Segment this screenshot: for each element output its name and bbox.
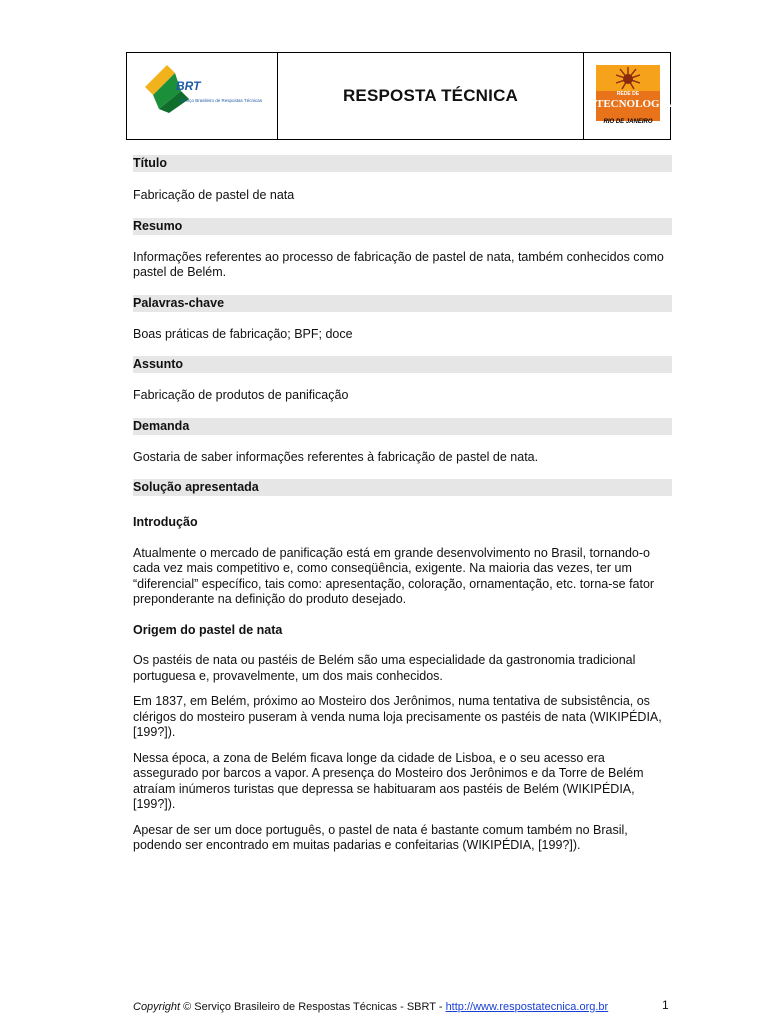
page-footer [133, 1001, 608, 1013]
header-left-cell [127, 53, 278, 139]
section-text-palavras-chave: Boas práticas de fabricação; BPF; doce [133, 326, 353, 341]
subheading-origem: Origem do pastel de nata [133, 622, 283, 637]
header-table [126, 52, 671, 140]
rede-tecnologia-label-top: REDE DE [616, 91, 640, 97]
section-text-titulo: Fabricação de pastel de nata [133, 188, 295, 202]
section-heading-resumo: Resumo [133, 218, 672, 235]
paragraph-introducao: Atualmente o mercado de panificação está em grande desenvolvimento no Brasil, tornando-o cada vez mais competitivo e, como conseqüência, exigente. Na maioria das vezes, ter um “diferencial” específico, tais como: apresentação, coloração, ornamentação, etc. torna-se fator preponderante na definição do produto desejado. [133, 545, 655, 606]
header-title-cell [278, 53, 584, 139]
section-heading-assunto: Assunto [133, 356, 672, 373]
section-text-resumo: Informações referentes ao processo de fabricação de pastel de nata, também conhecidos como pastel de Belém. [133, 249, 664, 279]
paragraph-origem-4: Apesar de ser um doce português, o pastel de nata é bastante comum também no Brasil, podendo ser encontrado em muitas padarias e confeitarias (WIKIPÉDIA, [199?]). [133, 822, 628, 852]
paragraph-origem-2: Em 1837, em Belém, próximo ao Mosteiro dos Jerônimos, numa tentativa de subsistência, os clérigos do mosteiro puseram à venda numa loja precisamente os pastéis de nata (WIKIPÉDIA, [199?]). [133, 694, 662, 739]
section-heading-palavras-chave: Palavras-chave [133, 295, 672, 312]
section-heading-solucao: Solução apresentada [133, 479, 672, 496]
paragraph-origem-1: Os pastéis de nata ou pastéis de Belém são uma especialidade da gastronomia tradicional portuguesa e, provavelmente, um dos mais conhecidos. [133, 653, 636, 683]
sbrt-logo-letters: BRT [176, 79, 201, 93]
rede-tecnologia-label-bottom: RIO DE JANEIRO [603, 119, 653, 125]
section-heading-demanda: Demanda [133, 418, 672, 435]
sbrt-logo-icon [145, 65, 275, 113]
section-heading-titulo: Título [133, 155, 672, 172]
paragraph-origem-3: Nessa época, a zona de Belém ficava longe da cidade de Lisboa, e o seu acesso era assegurado por barcos a vapor. A presença do Mosteiro dos Jerônimos e da Torre de Belém atraíam inúmeros turistas que depressa se habituaram aos pastéis de Belém (WIKIPÉDIA, [199?]). [133, 750, 644, 811]
section-text-assunto: Fabricação de produtos de panificação [133, 388, 349, 402]
section-text-demanda: Gostaria de saber informações referentes à fabricação de pastel de nata. [133, 449, 539, 464]
footer-text: © Serviço Brasileiro de Respostas Técnicas - SBRT - [180, 1001, 446, 1013]
header-right-cell [584, 53, 670, 139]
footer-link[interactable]: http://www.respostatecnica.org.br [445, 1001, 609, 1013]
subheading-introducao: Introdução [133, 515, 198, 529]
footer-copyright-word: Copyright [133, 1001, 181, 1013]
document-body [133, 155, 672, 854]
page-title: RESPOSTA TÉCNICA [342, 86, 519, 105]
page-number: 1 [662, 998, 669, 1012]
rede-tecnologia-label-main: TECNOLOGIA [596, 98, 672, 110]
sbrt-logo-tagline: Serviço Brasileiro de Respostas Técnicas [179, 98, 262, 103]
